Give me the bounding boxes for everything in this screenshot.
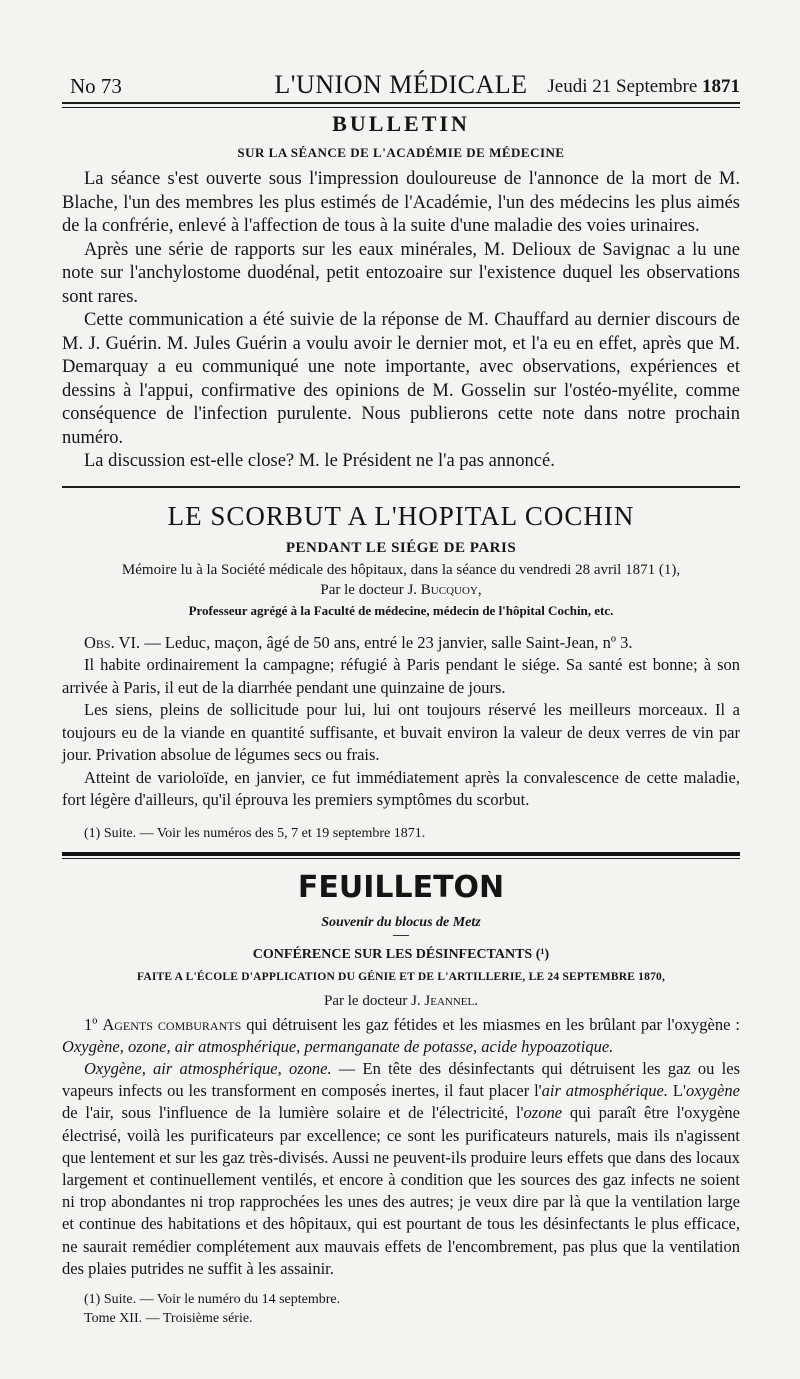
article-paragraph: Atteint de varioloïde, en janvier, ce fut immédiatement après la convalescence de cette maladie, fort légère d'ailleurs, qu'il éprouva les premiers symptômes du scorbut. bbox=[62, 767, 740, 809]
observation-heading bbox=[62, 632, 740, 655]
article-footnote: (1) Suite. — Voir les numéros des 5, 7 et 19 septembre 1871. bbox=[84, 825, 426, 841]
article-paragraph: Il habite ordinairement la campagne; réfugié à Paris pendant le siége. Sa santé est bonne; à son arrivée à Paris, il eut de la diarrhée pendant une quinzaine de jours. bbox=[62, 655, 740, 697]
scorbut-article bbox=[62, 496, 740, 844]
memoir-note: Mémoire lu à la Société médicale des hôpitaux, dans la séance du vendredi 28 avril 1871 (1), bbox=[121, 561, 681, 578]
author-prefix: Par le docteur J. bbox=[324, 992, 425, 1009]
bulletin-subtitle: SUR LA SÉANCE DE L'ACADÉMIE DE MÉDECINE bbox=[237, 145, 565, 160]
p2-italic-a: air atmosphérique. bbox=[541, 1081, 668, 1101]
feuilleton-footnote: (1) Suite. — Voir le numéro du 14 septembre. bbox=[84, 1291, 341, 1307]
feuilleton-divider bbox=[62, 852, 740, 856]
newspaper-page bbox=[62, 66, 740, 1328]
p2-italic-head: Oxygène, air atmosphérique, ozone. bbox=[84, 1058, 332, 1078]
article-body bbox=[62, 632, 740, 812]
bulletin-section bbox=[62, 110, 740, 474]
feuilleton-divider-thin bbox=[62, 858, 740, 859]
p1-number: 1º bbox=[84, 1014, 103, 1034]
newspaper-title: L'UNION MÉDICALE bbox=[274, 70, 528, 99]
issue-number: No 73 bbox=[70, 74, 122, 98]
bulletin-paragraph: La séance s'est ouverte sous l'impression douloureuse de l'annonce de la mort de M. Blache, l'un des membres les plus estimés de l'Académie, l'un des médecins les plus aimés de la confrérie, enlevé à l'affection de tous à la suite d'une maladie des voies urinaires. bbox=[62, 169, 740, 236]
conference-title: CONFÉRENCE SUR LES DÉSINFECTANTS (¹) bbox=[252, 946, 550, 962]
bulletin-paragraph: Cette communication a été suivie de la réponse de M. Chauffard au dernier discours de M. J. Guérin. M. Jules Guérin a voulu avoir le dernier mot, et l'a eu en effet, après que M. Demarquay a eu communiqué une note importante, avec observations, expériences et dessins à l'appui, confirmative des opinions de M. Gosselin sur l'ostéo-myélite, comme conséquence de l'infection purulente. Nous publierons cette note dans notre prochain numéro. bbox=[62, 310, 740, 448]
author-name: Bucquoy bbox=[420, 581, 478, 598]
date-text: Jeudi 21 Septembre bbox=[547, 76, 698, 97]
author-prefix: Par le docteur J. bbox=[320, 581, 421, 598]
feuilleton-author bbox=[62, 988, 740, 1014]
obs-text: — Leduc, maçon, âgé de 50 ans, entré le 23 janvier, salle Saint-Jean, nº 3. bbox=[140, 632, 633, 652]
author-suffix: . bbox=[474, 992, 478, 1009]
bulletin-paragraph: La discussion est-elle close? M. le Président ne l'a pas annoncé. bbox=[84, 451, 555, 471]
feuilleton-paragraph bbox=[62, 1014, 740, 1058]
article-paragraph: Les siens, pleins de sollicitude pour lui, lui ont toujours réservé les meilleurs morceaux. Il a toujours eu de la viande en quantité suffisante, et buvait environ la valeur de deux verres de vin par jour. Privation absolue de légumes secs ou frais. bbox=[62, 700, 740, 764]
bulletin-paragraph: Après une série de rapports sur les eaux minérales, M. Delioux de Savignac a lu une note sur l'anchylostome duodénal, petit entozoaire sur l'existence duquel les observations sont rares. bbox=[62, 239, 740, 307]
feuilleton-paragraph bbox=[62, 1058, 740, 1280]
p1-text: qui détruisent les gaz fétides et les miasmes en les brûlant par l'oxygène : bbox=[241, 1014, 740, 1034]
author-suffix: , bbox=[477, 581, 482, 598]
masthead-rule bbox=[62, 102, 740, 108]
article-subtitle: PENDANT LE SIÉGE DE PARIS bbox=[285, 539, 517, 556]
feuilleton-title: FEUILLETON bbox=[297, 869, 505, 905]
conference-venue: FAITE A L'ÉCOLE D'APPLICATION DU GÉNIE ET DE L'ARTILLERIE, LE 24 SEPTEMBRE 1870, bbox=[136, 970, 666, 983]
obs-label: Obs. VI. bbox=[84, 632, 141, 652]
p2-text-c: de l'air, sous l'influence de la lumière solaire et de l'électricité, l' bbox=[62, 1103, 524, 1123]
feuilleton-body bbox=[62, 1014, 740, 1280]
p2-italic-b: oxygène bbox=[685, 1081, 740, 1101]
author-name: Jeannel bbox=[424, 992, 475, 1009]
masthead bbox=[62, 66, 740, 102]
p2-text-b: L' bbox=[668, 1081, 686, 1101]
small-divider bbox=[393, 935, 409, 944]
article-title: LE SCORBUT A L'HOPITAL COCHIN bbox=[167, 500, 635, 531]
p2-text-d: qui paraît être l'oxygène électrisé, voilà les purificateurs par excellence; ce sont les purificateurs naturels, mais ils n'agissent que lentement et sur les gaz très-divisés. Aussi ne peuvent-ils produire leurs effets que dans des locaux largement et continuellement ventilés, et encore à condition que les sources des gaz infects ne soient ni trop abondantes ni trop rapprochées les unes des autres; je veux dire par là que la ventilation large et continue des habitations et des hôpitaux, qui est pourtant de tous les désinfectants le plus efficace, ne saurait remédier complétement aux mauvais effets de l'encombrement, pas plus que la ventilation des plaies putrides ne suffit à les assainir. bbox=[62, 1103, 740, 1278]
author-title: Professeur agrégé à la Faculté de médecine, médecin de l'hôpital Cochin, etc. bbox=[188, 602, 614, 618]
p1-italic: Oxygène, ozone, air atmosphérique, permanganate de potasse, acide hypoazotique. bbox=[62, 1036, 614, 1056]
section-divider bbox=[62, 486, 740, 488]
bulletin-title: BULLETIN bbox=[332, 111, 470, 136]
article-author bbox=[62, 580, 740, 600]
feuilleton-subtitle: Souvenir du blocus de Metz bbox=[321, 914, 481, 930]
tome-line: Tome XII. — Troisième série. bbox=[84, 1310, 253, 1326]
date-year: 1871 bbox=[702, 76, 740, 97]
feuilleton-section bbox=[62, 865, 740, 1328]
p1-label: Agents comburants bbox=[102, 1014, 242, 1034]
p2-italic-c: ozone bbox=[523, 1103, 563, 1123]
p2-text-a: — En tête des désinfectants qui détruisent les gaz ou les vapeurs infects ou les transforment en composés inertes, il faut placer l' bbox=[62, 1058, 740, 1101]
issue-date bbox=[547, 76, 740, 98]
bulletin-body bbox=[62, 168, 740, 474]
